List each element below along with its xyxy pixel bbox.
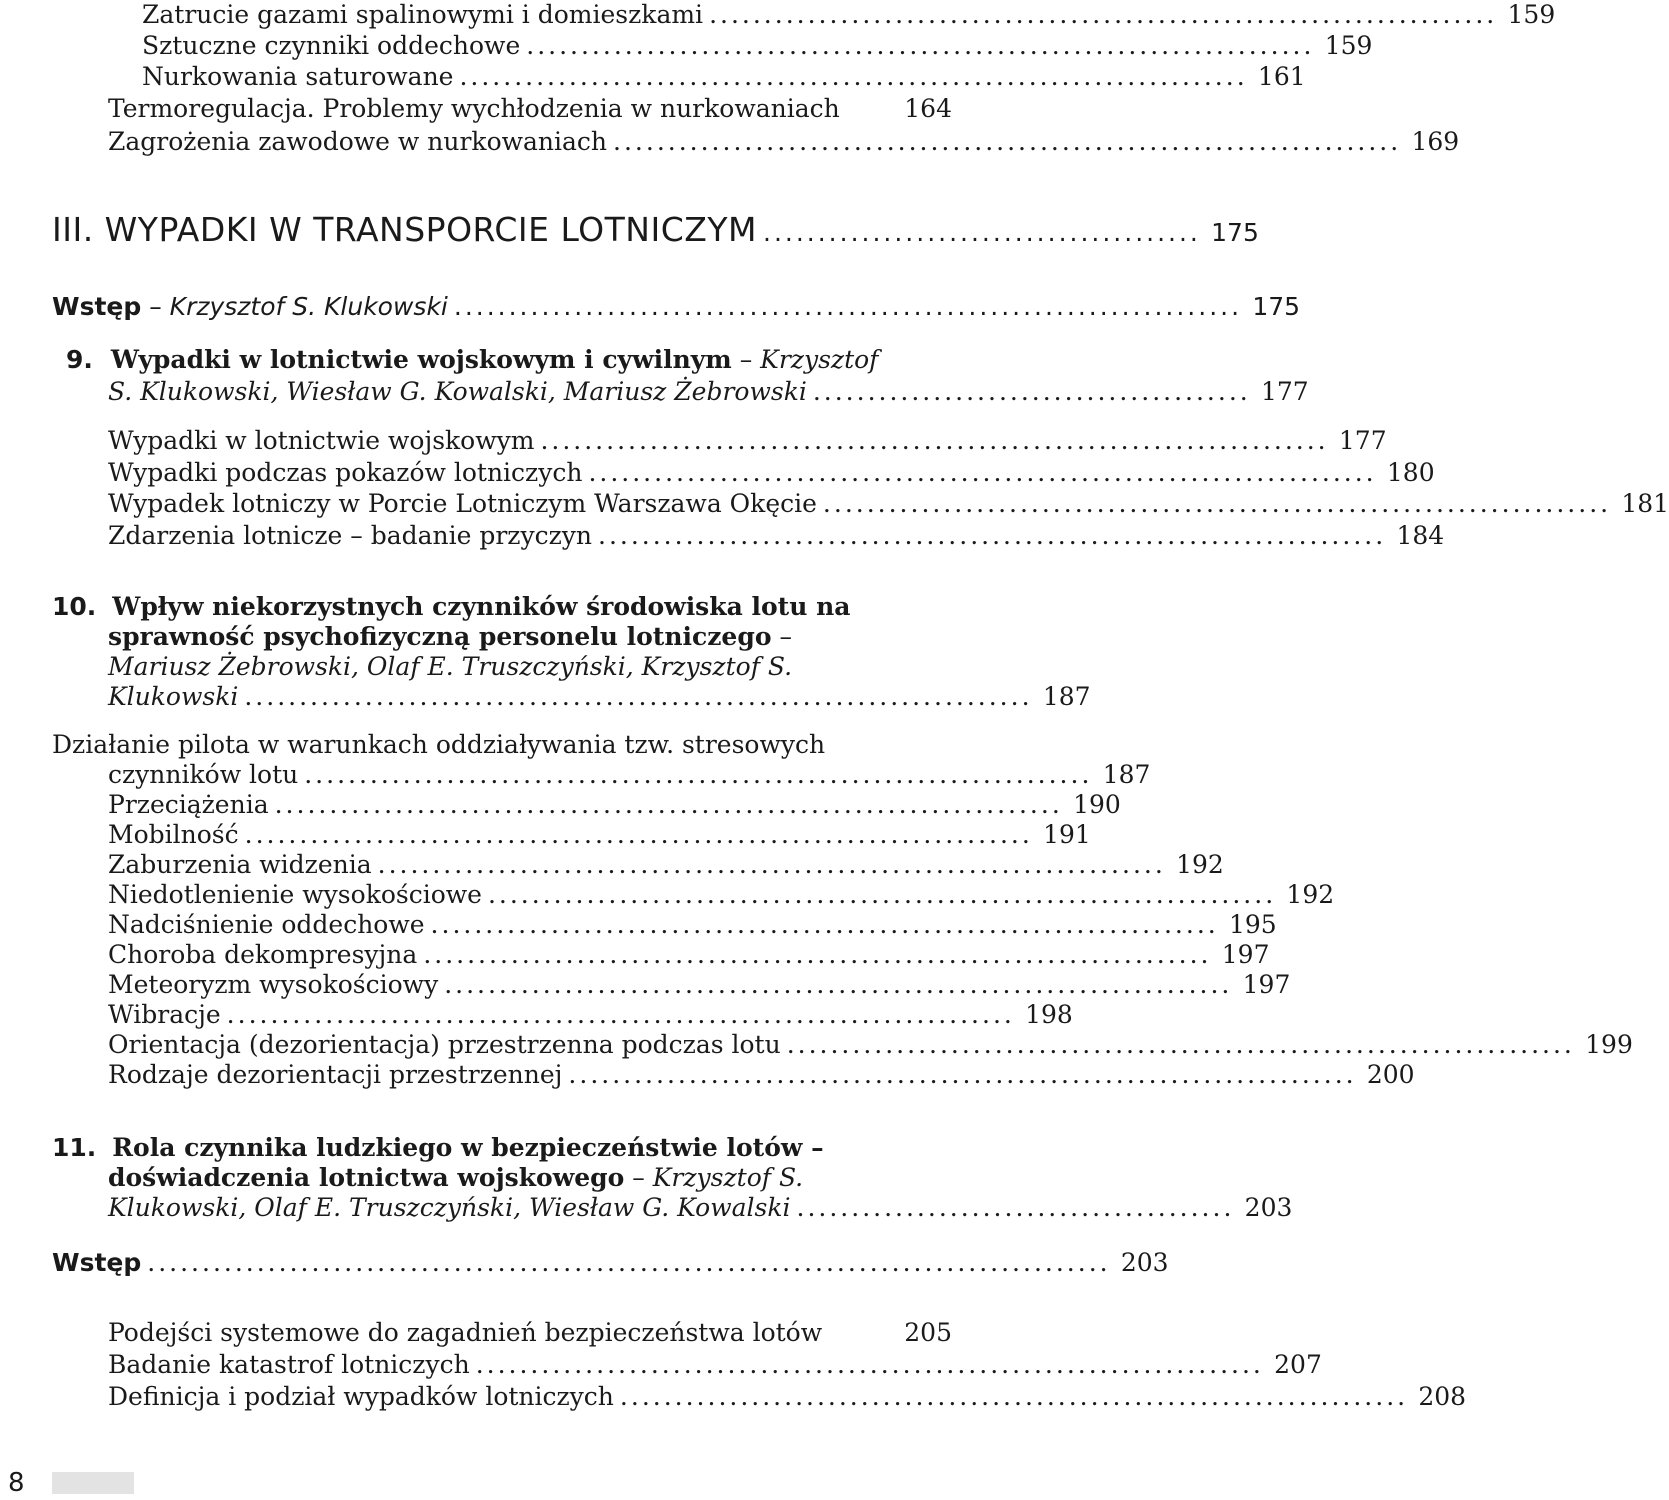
chapter-page: 187 xyxy=(1042,682,1091,711)
toc-entry[interactable] xyxy=(108,760,1151,790)
chapter-page: 203 xyxy=(1244,1193,1293,1222)
dot-leader: ........................................................................ xyxy=(244,682,1033,711)
toc-entry[interactable] xyxy=(108,970,1291,1000)
chapter-title-line2 xyxy=(108,622,792,652)
toc-entry-page: 191 xyxy=(1043,820,1091,849)
chapter-heading[interactable] xyxy=(66,345,878,375)
chapter-title: Wpływ niekorzystnych czynników środowiska lotu na xyxy=(112,592,851,621)
toc-entry-title: Wstęp – Krzysztof S. Klukowski xyxy=(52,292,448,321)
toc-entry[interactable] xyxy=(108,1350,1322,1380)
toc-entry-title: Niedotlenienie wysokościowe xyxy=(108,880,482,909)
chapter-number: 11. xyxy=(52,1133,97,1162)
toc-entry-page: 164 xyxy=(904,94,952,123)
toc-entry-page: 208 xyxy=(1418,1382,1467,1411)
toc-entry-title: czynników lotu xyxy=(108,760,299,789)
toc-entry[interactable] xyxy=(108,820,1091,850)
toc-entry-page: 184 xyxy=(1396,521,1445,550)
dot-leader: ........................................................................ xyxy=(459,62,1248,91)
toc-entry-page: 161 xyxy=(1257,62,1306,91)
toc-entry-title: Orientacja (dezorientacja) przestrzenna podczas lotu xyxy=(108,1030,781,1059)
toc-entry[interactable] xyxy=(108,1382,1467,1412)
toc-entry[interactable] xyxy=(108,1060,1415,1090)
toc-entry-title: Zdarzenia lotnicze – badanie przyczyn xyxy=(108,521,592,550)
chapter-heading[interactable] xyxy=(52,1133,824,1163)
dash: – xyxy=(739,345,761,374)
toc-entry-title: Zaburzenia widzenia xyxy=(108,850,372,879)
dot-leader: ........................................................................ xyxy=(226,1000,1015,1029)
dot-leader: ........................................................................ xyxy=(244,820,1033,849)
dot-leader: ........................................ xyxy=(763,218,1201,247)
toc-entry-page: 180 xyxy=(1386,458,1435,487)
intro-label: Wstęp xyxy=(52,1248,142,1277)
toc-entry[interactable] xyxy=(108,489,1669,519)
chapter-authors[interactable] xyxy=(108,377,1309,407)
toc-entry-page: 175 xyxy=(1252,292,1301,321)
chapter-page: 177 xyxy=(1261,377,1309,406)
toc-entry[interactable] xyxy=(142,62,1306,92)
toc-entry-page: 159 xyxy=(1507,0,1556,29)
chapter-authors: Mariusz Żebrowski, Olaf E. Truszczyński, Krzysztof S. xyxy=(108,652,793,681)
dot-leader: ........................................ xyxy=(796,1193,1235,1222)
dot-leader: ........................................................................ xyxy=(430,910,1219,939)
toc-entry-title: Definicja i podział wypadków lotniczych xyxy=(108,1382,614,1411)
toc-entry[interactable] xyxy=(108,910,1277,940)
dot-leader: ........................................................................ xyxy=(423,940,1212,969)
dot-leader: ........................................................................ xyxy=(588,458,1377,487)
chapter-number: 10. xyxy=(52,592,97,621)
dot-leader: ........................................................................ xyxy=(274,790,1063,819)
dot-leader: ........................................ xyxy=(812,377,1251,406)
toc-entry-page: 195 xyxy=(1229,910,1277,939)
toc-entry-title: Nadciśnienie oddechowe xyxy=(108,910,425,939)
toc-entry-title: Badanie katastrof lotniczych xyxy=(108,1350,470,1379)
toc-entry-page: 177 xyxy=(1338,426,1387,455)
part-title: III. WYPADKI W TRANSPORCIE LOTNICZYM xyxy=(52,210,757,249)
chapter-author: Krzysztof S. xyxy=(652,1163,804,1192)
chapter-title: doświadczenia lotnictwa wojskowego xyxy=(108,1163,625,1192)
toc-entry[interactable] xyxy=(108,1318,952,1348)
toc-entry[interactable] xyxy=(108,1000,1073,1030)
toc-entry[interactable] xyxy=(108,940,1270,970)
dot-leader: ........................................................................ xyxy=(598,521,1387,550)
toc-entry-page: 205 xyxy=(904,1318,952,1347)
dot-leader: ........................................................................ xyxy=(475,1350,1264,1379)
intro-author: Krzysztof S. Klukowski xyxy=(169,292,448,321)
chapter-authors-line: Klukowski xyxy=(108,682,239,711)
toc-entry-title: Wypadki w lotnictwie wojskowym xyxy=(108,426,535,455)
chapter-title: Rola czynnika ludzkiego w bezpieczeństwie lotów – xyxy=(112,1133,824,1162)
toc-entry[interactable] xyxy=(108,458,1435,488)
chapter-author: Krzysztof xyxy=(760,345,879,374)
toc-entry[interactable] xyxy=(108,1030,1633,1060)
toc-entry-page: 169 xyxy=(1411,127,1460,156)
toc-entry-title: Podejści systemowe do zagadnień bezpieczeństwa lotów xyxy=(108,1318,823,1347)
toc-entry-page: 207 xyxy=(1274,1350,1322,1379)
toc-entry-page: 198 xyxy=(1025,1000,1073,1029)
toc-entry-page: 187 xyxy=(1102,760,1151,789)
footer-bar xyxy=(52,1472,134,1494)
section-group-title: Działanie pilota w warunkach oddziaływania tzw. stresowych xyxy=(52,730,826,759)
toc-entry-title: Zagrożenia zawodowe w nurkowaniach xyxy=(108,127,608,156)
toc-entry-page: 192 xyxy=(1286,880,1335,909)
toc-entry[interactable] xyxy=(108,127,1460,157)
toc-entry-title: Meteoryzm wysokościowy xyxy=(108,970,439,999)
toc-entry[interactable] xyxy=(108,521,1445,551)
dash: – xyxy=(779,622,792,651)
part-page: 175 xyxy=(1211,218,1259,247)
chapter-authors-line: Klukowski, Olaf E. Truszczyński, Wiesław G. Kowalski xyxy=(108,1193,791,1222)
chapter-authors-end[interactable] xyxy=(108,1193,1293,1223)
dot-leader: ........................................................................ xyxy=(453,292,1243,321)
toc-entry-page: 199 xyxy=(1585,1030,1633,1059)
toc-entry-intro[interactable] xyxy=(52,1248,1169,1278)
toc-entry[interactable] xyxy=(142,0,1556,30)
chapter-authors-line: S. Klukowski, Wiesław G. Kowalski, Mariusz Żebrowski xyxy=(108,377,807,406)
dot-leader: ........................................................................ xyxy=(304,760,1093,789)
toc-entry-page: 190 xyxy=(1073,790,1121,819)
toc-entry[interactable] xyxy=(108,790,1121,820)
toc-entry[interactable] xyxy=(108,426,1387,456)
dot-leader: ........................................................................ xyxy=(487,880,1277,909)
dot-leader: ........................................................................ xyxy=(822,489,1612,518)
dash: – xyxy=(632,1163,653,1192)
toc-entry[interactable] xyxy=(142,31,1373,61)
toc-entry-title: Wypadki podczas pokazów lotniczych xyxy=(108,458,583,487)
chapter-authors-end[interactable] xyxy=(108,682,1091,712)
chapter-title: Wypadki w lotnictwie wojskowym i cywilnym xyxy=(110,345,732,374)
toc-entry-title: Zatrucie gazami spalinowymi i domieszkami xyxy=(142,0,704,29)
toc-entry[interactable] xyxy=(108,880,1335,910)
dot-leader: ........................................................................ xyxy=(613,127,1402,156)
toc-entry-title: Przeciążenia xyxy=(108,790,269,819)
dot-leader: ........................................................................ xyxy=(568,1060,1357,1089)
chapter-heading[interactable] xyxy=(52,592,850,622)
toc-entry-title: Nurkowania saturowane xyxy=(142,62,454,91)
toc-entry-page: 200 xyxy=(1366,1060,1415,1089)
toc-entry-title: Termoregulacja. Problemy wychłodzenia w nurkowaniach xyxy=(108,94,840,123)
toc-entry-title: Rodzaje dezorientacji przestrzennej xyxy=(108,1060,563,1089)
dot-leader: ........................................................................ xyxy=(377,850,1166,879)
toc-entry-title: Choroba dekompresyjna xyxy=(108,940,418,969)
dot-leader: ........................................................................ xyxy=(619,1382,1409,1411)
part-heading[interactable] xyxy=(52,210,1259,253)
toc-entry-page: 197 xyxy=(1221,940,1270,969)
dot-leader: ........................................................................ xyxy=(526,31,1315,60)
intro-label: Wstęp xyxy=(52,292,142,321)
dot-leader: ........................................................................ xyxy=(709,0,1498,29)
chapter-title: sprawność psychofizyczną personelu lotniczego xyxy=(108,622,772,651)
toc-entry-page: 159 xyxy=(1324,31,1373,60)
toc-entry[interactable] xyxy=(108,850,1224,880)
toc-entry-intro[interactable] xyxy=(52,292,1301,322)
chapter-number: 9. xyxy=(66,345,93,374)
page-number: 8 xyxy=(8,1468,25,1498)
toc-entry-page: 192 xyxy=(1176,850,1224,879)
dot-leader: ........................................................................................ xyxy=(147,1248,1111,1277)
toc-entry-title: Mobilność xyxy=(108,820,239,849)
dot-leader: ........................................................................ xyxy=(786,1030,1575,1059)
chapter-title-line2 xyxy=(108,1163,803,1193)
toc-entry-page: 181 xyxy=(1621,489,1669,518)
dot-leader: ........................................................................ xyxy=(444,970,1233,999)
toc-entry-title: Wypadek lotniczy w Porcie Lotniczym Warszawa Okęcie xyxy=(108,489,817,518)
toc-entry-page: 203 xyxy=(1120,1248,1169,1277)
toc-entry-title: Sztuczne czynniki oddechowe xyxy=(142,31,521,60)
dot-leader: ........................................................................ xyxy=(540,426,1329,455)
toc-entry-title: Wibracje xyxy=(108,1000,221,1029)
toc-entry[interactable] xyxy=(108,94,952,124)
toc-entry-page: 197 xyxy=(1242,970,1291,999)
